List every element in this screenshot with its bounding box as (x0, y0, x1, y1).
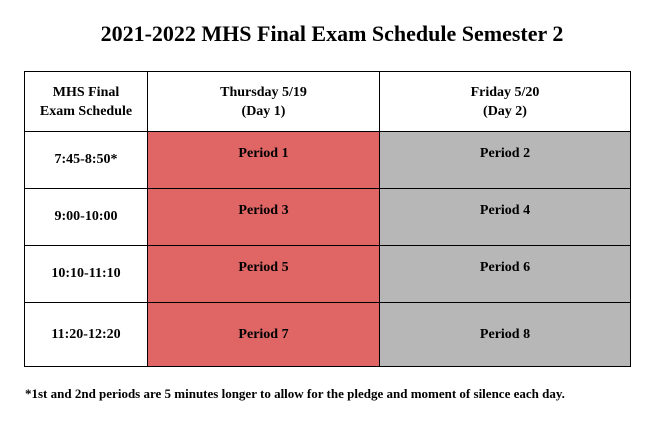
header-day2-date: Friday 5/20 (470, 84, 540, 100)
page-title: 2021-2022 MHS Final Exam Schedule Semester 2 (100, 21, 564, 46)
time-slot-cell: 11:20-12:20 (25, 303, 148, 367)
table-row (25, 246, 631, 303)
day2-period-cell: Period 8 (380, 303, 631, 367)
time-slot-cell: 7:45-8:50* (25, 132, 148, 189)
table-header-row (25, 72, 631, 132)
time-slot-cell: 9:00-10:00 (25, 189, 148, 246)
header-day2-cell (380, 72, 631, 132)
header-day2-label: (Day 2) (483, 103, 527, 119)
header-day1-cell (148, 72, 380, 132)
table-row (25, 132, 631, 189)
day2-period-cell: Period 6 (380, 246, 631, 303)
day1-period-cell: Period 7 (148, 303, 380, 367)
table-row (25, 189, 631, 246)
footnote: *1st and 2nd periods are 5 minutes longer to allow for the pledge and moment of silence each day. (25, 386, 565, 401)
table-row (25, 303, 631, 367)
day1-period-cell: Period 5 (148, 246, 380, 303)
day1-period-cell: Period 3 (148, 189, 380, 246)
day2-period-cell: Period 2 (380, 132, 631, 189)
time-slot-cell: 10:10-11:10 (25, 246, 148, 303)
header-schedule-line1: MHS Final (52, 84, 120, 100)
header-schedule-line2: Exam Schedule (39, 103, 133, 119)
header-schedule-cell (25, 72, 148, 132)
exam-schedule-table (24, 71, 631, 367)
header-day1-date: Thursday 5/19 (220, 84, 307, 100)
header-day1-label: (Day 1) (241, 103, 286, 119)
day2-period-cell: Period 4 (380, 189, 631, 246)
day1-period-cell: Period 1 (148, 132, 380, 189)
